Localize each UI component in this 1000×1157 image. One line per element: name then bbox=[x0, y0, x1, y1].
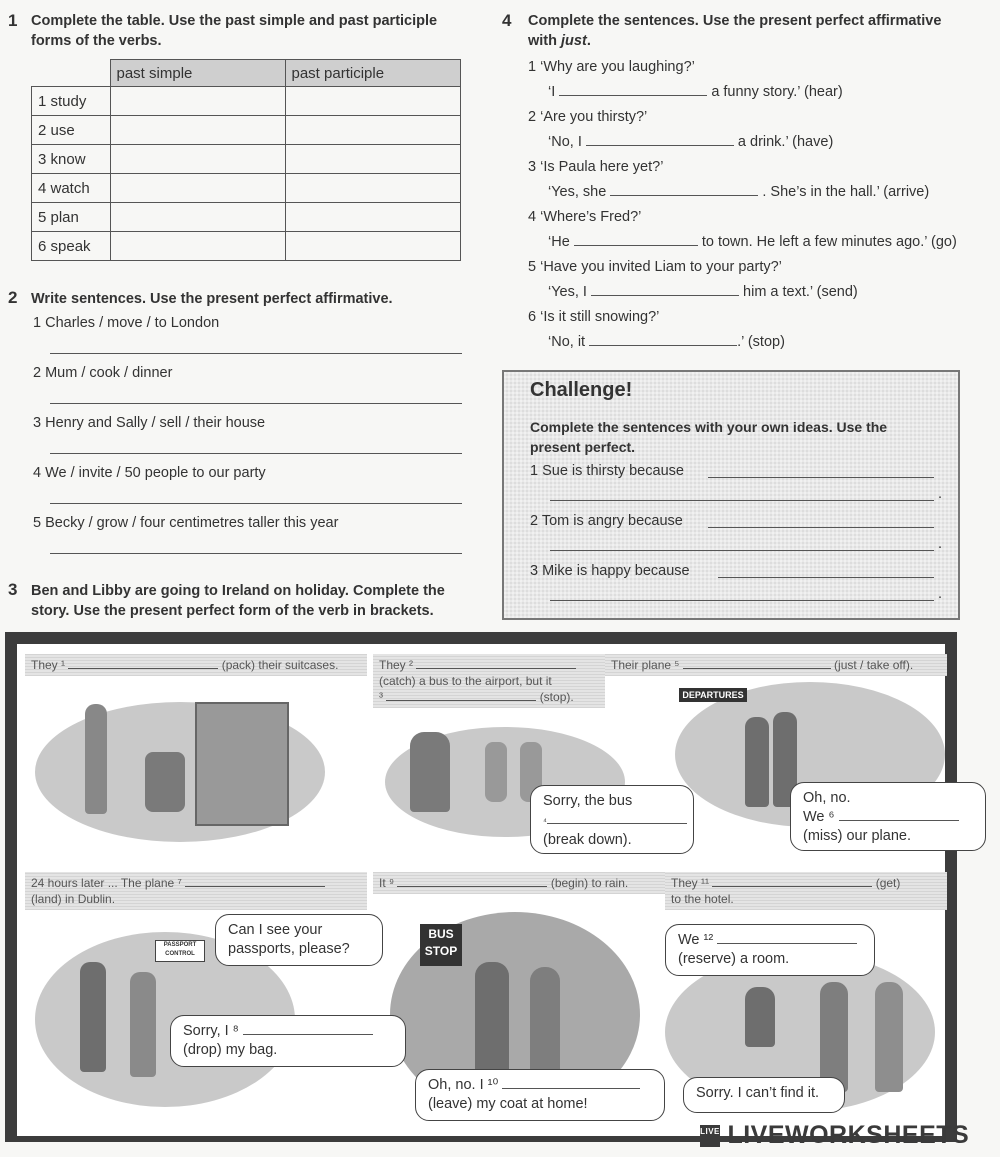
ex3-instruction: Ben and Libby are going to Ireland on holiday. Complete the story. Use the present perfect form of the verb in brackets. bbox=[31, 583, 445, 619]
answer-line[interactable] bbox=[50, 453, 462, 454]
speech-bubble-10: Oh, no. I ¹⁰ (leave) my coat at home! bbox=[415, 1069, 665, 1121]
liveworksheets-logo: LIVE LIVEWORKSHEETS bbox=[700, 1121, 970, 1149]
answer-line[interactable] bbox=[708, 477, 934, 478]
answer-blank[interactable] bbox=[712, 886, 872, 887]
answer-cell[interactable] bbox=[285, 174, 460, 203]
answer-line[interactable] bbox=[550, 600, 934, 601]
answer-line[interactable] bbox=[50, 353, 462, 354]
answer-blank[interactable] bbox=[589, 345, 737, 346]
challenge-item: 1 Sue is thirsty because bbox=[530, 463, 684, 479]
ex4-question: 1 ‘Why are you laughing?’ bbox=[528, 59, 695, 75]
ex4-question: 5 ‘Have you invited Liam to your party?’ bbox=[528, 259, 782, 275]
caption-5: It ⁹ (begin) to rain. bbox=[373, 872, 665, 894]
ex4-answer: ‘No, it .’ (stop) bbox=[548, 334, 785, 350]
verb-cell: 1 study bbox=[32, 87, 111, 116]
caption-2: They ² (catch) a bus to the airport, but it ³ (stop). bbox=[373, 654, 605, 708]
wardrobe bbox=[195, 702, 289, 826]
person-figure bbox=[145, 752, 185, 812]
person-figure bbox=[130, 972, 156, 1077]
ex2-item: 2 Mum / cook / dinner bbox=[33, 365, 173, 381]
speech-bubble-4: Sorry, the bus ⁴ (break down). bbox=[530, 785, 694, 854]
ex4-question: 2 ‘Are you thirsty?’ bbox=[528, 109, 648, 125]
answer-blank[interactable] bbox=[610, 195, 758, 196]
answer-cell[interactable] bbox=[110, 145, 285, 174]
driver-figure bbox=[410, 732, 450, 812]
speech-bubble-8: Sorry, I ⁸ (drop) my bag. bbox=[170, 1015, 406, 1067]
challenge-item: 2 Tom is angry because bbox=[530, 513, 683, 529]
col-past-simple: past simple bbox=[110, 60, 285, 87]
answer-line[interactable] bbox=[718, 577, 934, 578]
ex2-item: 1 Charles / move / to London bbox=[33, 315, 220, 331]
ex4-number: 4 bbox=[502, 11, 512, 30]
answer-cell[interactable] bbox=[285, 203, 460, 232]
person-figure bbox=[475, 962, 509, 1082]
answer-blank[interactable] bbox=[68, 668, 218, 669]
answer-blank[interactable] bbox=[185, 886, 325, 887]
ex1-instruction: Complete the table. Use the past simple and past participle forms of the verbs. bbox=[31, 13, 438, 49]
answer-cell[interactable] bbox=[285, 232, 460, 261]
answer-line[interactable] bbox=[50, 553, 462, 554]
answer-line[interactable] bbox=[550, 550, 934, 551]
receptionist-figure bbox=[745, 987, 775, 1047]
caption-1: They ¹ (pack) their suitcases. bbox=[25, 654, 367, 676]
answer-cell[interactable] bbox=[285, 116, 460, 145]
ex4-answer: ‘Yes, she . She’s in the hall.’ (arrive) bbox=[548, 184, 930, 200]
verb-cell: 2 use bbox=[32, 116, 111, 145]
ex4-answer: ‘Yes, I him a text.’ (send) bbox=[548, 284, 858, 300]
answer-blank[interactable] bbox=[591, 295, 739, 296]
ex2-number: 2 bbox=[8, 288, 18, 307]
answer-line[interactable] bbox=[50, 503, 462, 504]
person-figure bbox=[85, 704, 107, 814]
answer-blank[interactable] bbox=[416, 668, 576, 669]
passenger-figure bbox=[485, 742, 507, 802]
challenge-item: 3 Mike is happy because bbox=[530, 563, 690, 579]
answer-line[interactable] bbox=[708, 527, 934, 528]
answer-blank[interactable] bbox=[502, 1088, 640, 1089]
answer-cell[interactable] bbox=[110, 203, 285, 232]
person-figure bbox=[875, 982, 903, 1092]
answer-line[interactable] bbox=[550, 500, 934, 501]
answer-cell[interactable] bbox=[110, 174, 285, 203]
ex4-answer: ‘He to town. He left a few minutes ago.’ (go) bbox=[548, 234, 957, 250]
bus-stop-sign: BUS STOP bbox=[420, 924, 462, 966]
ex2-item: 4 We / invite / 50 people to our party bbox=[33, 465, 266, 481]
ex4-instruction: Complete the sentences. Use the present perfect affirmative with just. bbox=[528, 13, 942, 49]
verb-cell: 3 know bbox=[32, 145, 111, 174]
ex4-question: 6 ‘Is it still snowing?’ bbox=[528, 309, 660, 325]
logo-mark: LIVE bbox=[700, 1125, 720, 1147]
answer-blank[interactable] bbox=[547, 823, 687, 824]
challenge-title: Challenge! bbox=[530, 379, 633, 401]
ex2-instruction: Write sentences. Use the present perfect affirmative. bbox=[31, 291, 393, 307]
answer-blank[interactable] bbox=[839, 820, 959, 821]
answer-blank[interactable] bbox=[574, 245, 698, 246]
ex2-item: 3 Henry and Sally / sell / their house bbox=[33, 415, 266, 431]
answer-line[interactable] bbox=[50, 403, 462, 404]
caption-3: Their plane ⁵ (just / take off). bbox=[605, 654, 947, 676]
verb-cell: 6 speak bbox=[32, 232, 111, 261]
ex3-number: 3 bbox=[8, 580, 18, 599]
answer-cell[interactable] bbox=[110, 116, 285, 145]
verb-table bbox=[31, 59, 461, 261]
col-past-participle: past participle bbox=[285, 60, 460, 87]
person-figure bbox=[530, 967, 560, 1082]
ex4-answer: ‘I a funny story.’ (hear) bbox=[548, 84, 843, 100]
caption-6: They ¹¹ (get) to the hotel. bbox=[665, 872, 947, 910]
speech-bubble-12: We ¹² (reserve) a room. bbox=[665, 924, 875, 976]
caption-4: 24 hours later ... The plane ⁷ (land) in Dublin. bbox=[25, 872, 367, 910]
person-figure bbox=[80, 962, 106, 1072]
challenge-box: Challenge! Complete the sentences with your own ideas. Use the present perfect. 1 Sue is thirsty because . 2 Tom is angry because . 3 Mike is happy because . bbox=[502, 370, 960, 620]
challenge-instruction: Complete the sentences with your own ideas. Use the present perfect. bbox=[530, 419, 888, 455]
answer-blank[interactable] bbox=[683, 668, 831, 669]
answer-blank[interactable] bbox=[386, 700, 536, 701]
ex4-answer: ‘No, I a drink.’ (have) bbox=[548, 134, 834, 150]
ex4-question: 4 ‘Where’s Fred?’ bbox=[528, 209, 642, 225]
answer-cell[interactable] bbox=[285, 145, 460, 174]
answer-blank[interactable] bbox=[397, 886, 547, 887]
answer-blank[interactable] bbox=[559, 95, 707, 96]
speech-bubble-cant-find: Sorry. I can’t find it. bbox=[683, 1077, 845, 1113]
answer-cell[interactable] bbox=[285, 87, 460, 116]
verb-cell: 5 plan bbox=[32, 203, 111, 232]
answer-cell[interactable] bbox=[110, 232, 285, 261]
verb-cell: 4 watch bbox=[32, 174, 111, 203]
speech-bubble-passports: Can I see your passports, please? bbox=[215, 914, 383, 966]
answer-blank[interactable] bbox=[586, 145, 734, 146]
story-panel bbox=[5, 632, 957, 1142]
passport-sign: PASSPORT CONTROL bbox=[155, 940, 205, 962]
ex4-question: 3 ‘Is Paula here yet?’ bbox=[528, 159, 664, 175]
answer-blank[interactable] bbox=[717, 943, 857, 944]
ex2-item: 5 Becky / grow / four centimetres taller this year bbox=[33, 515, 339, 531]
departures-sign: DEPARTURES bbox=[679, 688, 747, 702]
answer-blank[interactable] bbox=[243, 1034, 373, 1035]
answer-cell[interactable] bbox=[110, 87, 285, 116]
ex1-number: 1 bbox=[8, 11, 18, 30]
person-figure bbox=[820, 982, 848, 1092]
speech-bubble-6: Oh, no. We ⁶ (miss) our plane. bbox=[790, 782, 986, 851]
person-figure bbox=[745, 717, 769, 807]
